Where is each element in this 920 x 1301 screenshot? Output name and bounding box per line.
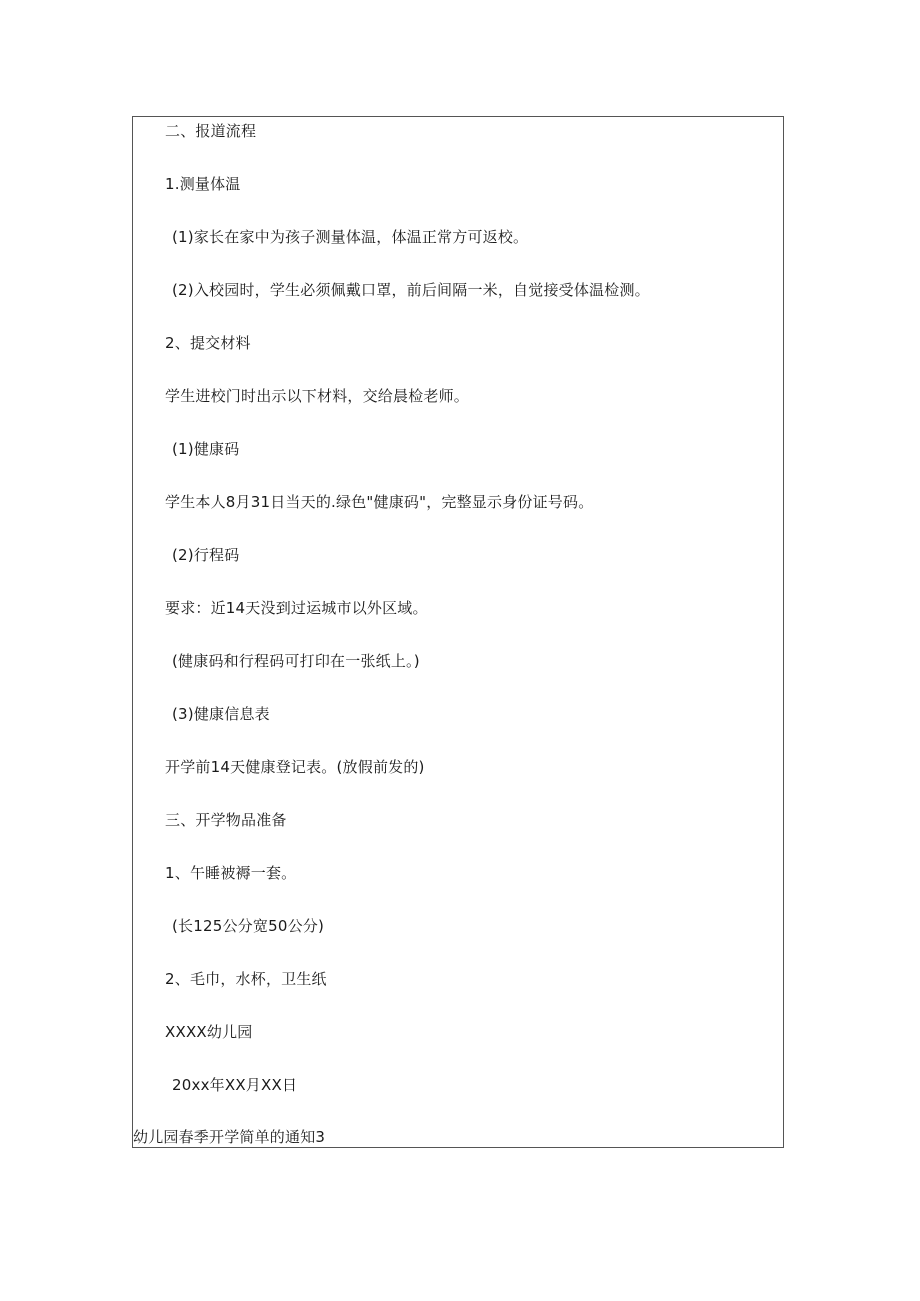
paragraph-line: 开学前14天健康登记表。(放假前发的) bbox=[165, 758, 425, 776]
paragraph-line: (健康码和行程码可打印在一张纸上。) bbox=[172, 652, 420, 670]
subheading-submit-materials: 2、提交材料 bbox=[165, 334, 251, 352]
paragraph-line: (长125公分宽50公分) bbox=[172, 917, 325, 935]
paragraph-line: (2)入校园时，学生必须佩戴口罩，前后间隔一米，自觉接受体温检测。 bbox=[172, 281, 650, 299]
signature-date: 20xx年XX月XX日 bbox=[172, 1076, 298, 1094]
list-item-towel-cup-tissue: 2、毛巾，水杯，卫生纸 bbox=[165, 970, 327, 988]
list-item-health-info-form: (3)健康信息表 bbox=[172, 705, 270, 723]
list-item-bedding: 1、午睡被褥一套。 bbox=[165, 864, 297, 882]
list-item-travel-code: (2)行程码 bbox=[172, 546, 240, 564]
paragraph-line: 学生本人8月31日当天的.绿色"健康码"，完整显示身份证号码。 bbox=[165, 493, 594, 511]
signature-kindergarten-name: XXXX幼儿园 bbox=[165, 1023, 253, 1041]
next-notice-title: 幼儿园春季开学简单的通知3 bbox=[133, 1128, 326, 1146]
subheading-measure-temperature: 1.测量体温 bbox=[165, 175, 241, 193]
paragraph-line: 要求：近14天没到过运城市以外区域。 bbox=[165, 599, 428, 617]
document-frame bbox=[132, 116, 784, 1148]
paragraph-line: 学生进校门时出示以下材料，交给晨检老师。 bbox=[165, 387, 470, 405]
paragraph-line: (1)家长在家中为孩子测量体温，体温正常方可返校。 bbox=[172, 228, 529, 246]
section-heading-report-process: 二、报道流程 bbox=[165, 122, 257, 140]
list-item-health-code: (1)健康码 bbox=[172, 440, 240, 458]
section-heading-supplies: 三、开学物品准备 bbox=[165, 811, 287, 829]
